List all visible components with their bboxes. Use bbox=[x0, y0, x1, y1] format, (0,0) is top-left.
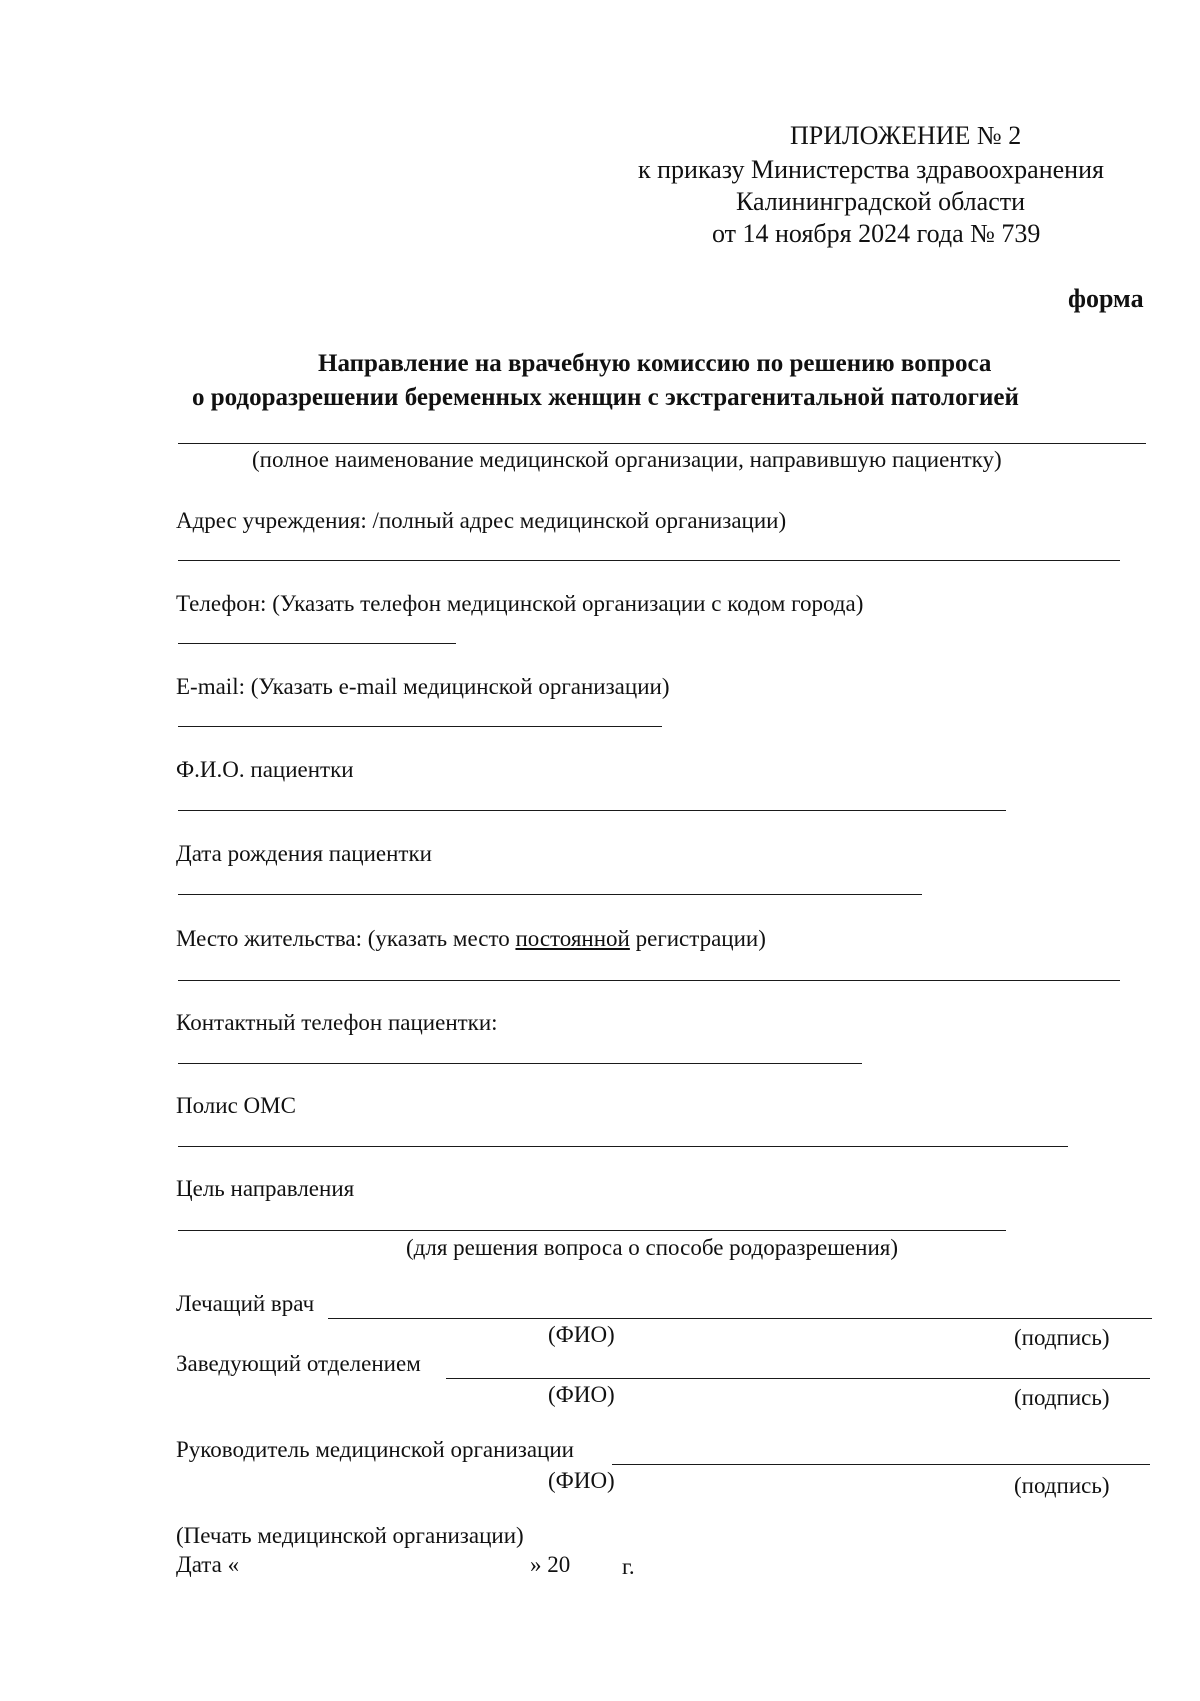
order-line-2: Калининградской области bbox=[736, 187, 1026, 216]
attending-doctor-label: Лечащий врач bbox=[176, 1291, 315, 1316]
department-head-signature-hint: (подпись) bbox=[1014, 1385, 1110, 1410]
department-head-label: Заведующий отделением bbox=[176, 1351, 421, 1376]
org-head-fio-hint: (ФИО) bbox=[548, 1468, 615, 1493]
purpose-hint: (для решения вопроса о способе родоразрешения) bbox=[406, 1235, 898, 1260]
date-label: Дата « bbox=[176, 1552, 240, 1577]
org-head-label: Руководитель медицинской организации bbox=[176, 1437, 574, 1462]
residence-label-prefix: Место жительства: (указать место bbox=[176, 926, 516, 951]
org-head-line[interactable] bbox=[612, 1464, 1150, 1465]
email-line[interactable] bbox=[178, 726, 662, 727]
birth-date-line[interactable] bbox=[178, 894, 922, 895]
department-head-line[interactable] bbox=[446, 1378, 1150, 1379]
document-title-line-2: о родоразрешении беременных женщин с экстрагенитальной патологией bbox=[192, 384, 1019, 411]
order-line-1: к приказу Министерства здравоохранения bbox=[638, 155, 1104, 184]
residence-label-suffix: регистрации) bbox=[629, 926, 766, 951]
form-label: форма bbox=[1068, 284, 1144, 313]
attending-doctor-fio-hint: (ФИО) bbox=[548, 1322, 615, 1347]
org-name-line[interactable] bbox=[178, 443, 1146, 444]
phone-label: Телефон: (Указать телефон медицинской организации с кодом города) bbox=[176, 591, 864, 616]
patient-name-line[interactable] bbox=[178, 810, 1006, 811]
phone-line[interactable] bbox=[178, 643, 456, 644]
stamp-label: (Печать медицинской организации) bbox=[176, 1523, 524, 1548]
order-line-3: от 14 ноября 2024 года № 739 bbox=[712, 219, 1041, 248]
org-head-signature-hint: (подпись) bbox=[1014, 1473, 1110, 1498]
contact-phone-label: Контактный телефон пациентки: bbox=[176, 1010, 498, 1035]
attending-doctor-signature-hint: (подпись) bbox=[1014, 1325, 1110, 1350]
policy-label: Полис ОМС bbox=[176, 1093, 296, 1118]
document-title-line-1: Направление на врачебную комиссию по решению вопроса bbox=[318, 350, 992, 377]
department-head-fio-hint: (ФИО) bbox=[548, 1382, 615, 1407]
org-name-hint: (полное наименование медицинской организации, направившую пациентку) bbox=[252, 447, 1002, 472]
residence-line[interactable] bbox=[178, 980, 1120, 981]
address-line[interactable] bbox=[178, 560, 1120, 561]
attending-doctor-line[interactable] bbox=[328, 1318, 1152, 1319]
residence-label-underlined: постоянной bbox=[515, 926, 630, 951]
address-label: Адрес учреждения: /полный адрес медицинской организации) bbox=[176, 508, 787, 533]
policy-line[interactable] bbox=[178, 1146, 1068, 1147]
date-year: » 20 bbox=[530, 1552, 571, 1577]
date-suffix: г. bbox=[622, 1554, 635, 1579]
purpose-line[interactable] bbox=[178, 1230, 1006, 1231]
appendix-number: ПРИЛОЖЕНИЕ № 2 bbox=[790, 121, 1022, 150]
residence-label bbox=[176, 925, 766, 953]
purpose-label: Цель направления bbox=[176, 1176, 355, 1201]
email-label: E-mail: (Указать e-mail медицинской организации) bbox=[176, 674, 670, 699]
patient-name-label: Ф.И.О. пациентки bbox=[176, 757, 354, 782]
contact-phone-line[interactable] bbox=[178, 1063, 862, 1064]
birth-date-label: Дата рождения пациентки bbox=[176, 841, 432, 866]
